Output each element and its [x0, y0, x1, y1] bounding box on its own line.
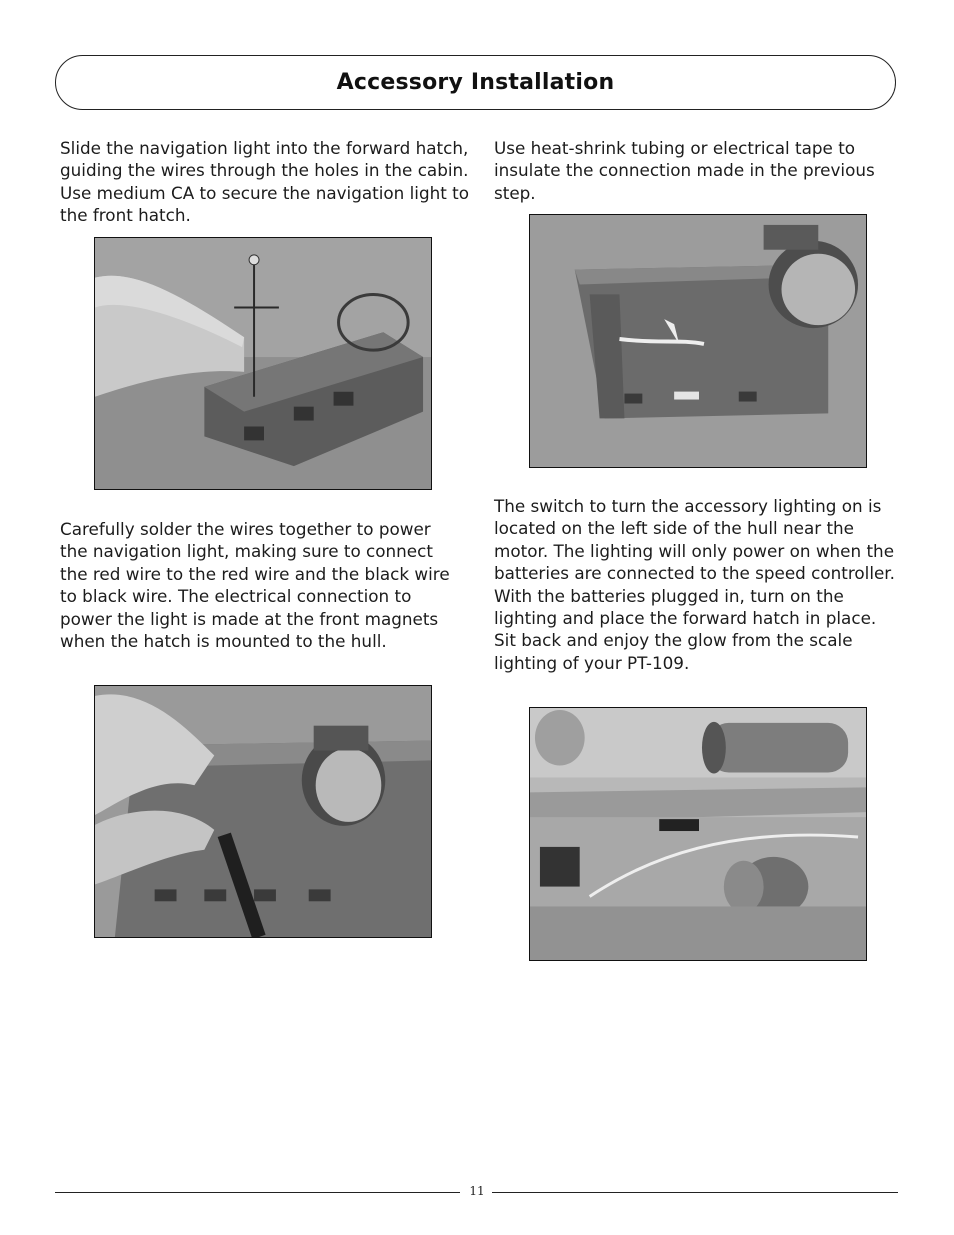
photo-heat-shrink-tubing — [529, 214, 867, 468]
page-title: Accessory Installation — [336, 70, 615, 95]
step-2-text: Carefully solder the wires together to power the navigation light, making sure to connect the red wire to the red wire and the black wire to black wire. The electrical connection to power the light is made at the front magnets when the hatch is mounted to the hull. — [60, 519, 450, 652]
step-3-text: Use heat-shrink tubing or electrical tape to insulate the connection made in the previous step. — [494, 138, 875, 203]
photo-lighting-switch — [529, 707, 867, 961]
section-title-box — [55, 55, 896, 110]
photo-solder-wires — [94, 685, 432, 938]
step-1-text: Slide the navigation light into the forward hatch, guiding the wires through the holes in the cabin. Use medium CA to secure the navigation light to the front hatch. — [60, 138, 469, 226]
footer-rule-left — [55, 1192, 460, 1193]
step-4-text: The switch to turn the accessory lighting on is located on the left side of the hull near the motor. The lighting will only power on when the batteries are connected to the speed controller. With the batteries plugged in, turn on the lighting and place the forward hatch in place. Sit back and enjoy the glow from the scale lighting of your PT-109. — [494, 496, 895, 673]
photo-navigation-light-install — [94, 237, 432, 490]
page-number: 11 — [469, 1184, 485, 1198]
footer-rule-right — [492, 1192, 898, 1193]
